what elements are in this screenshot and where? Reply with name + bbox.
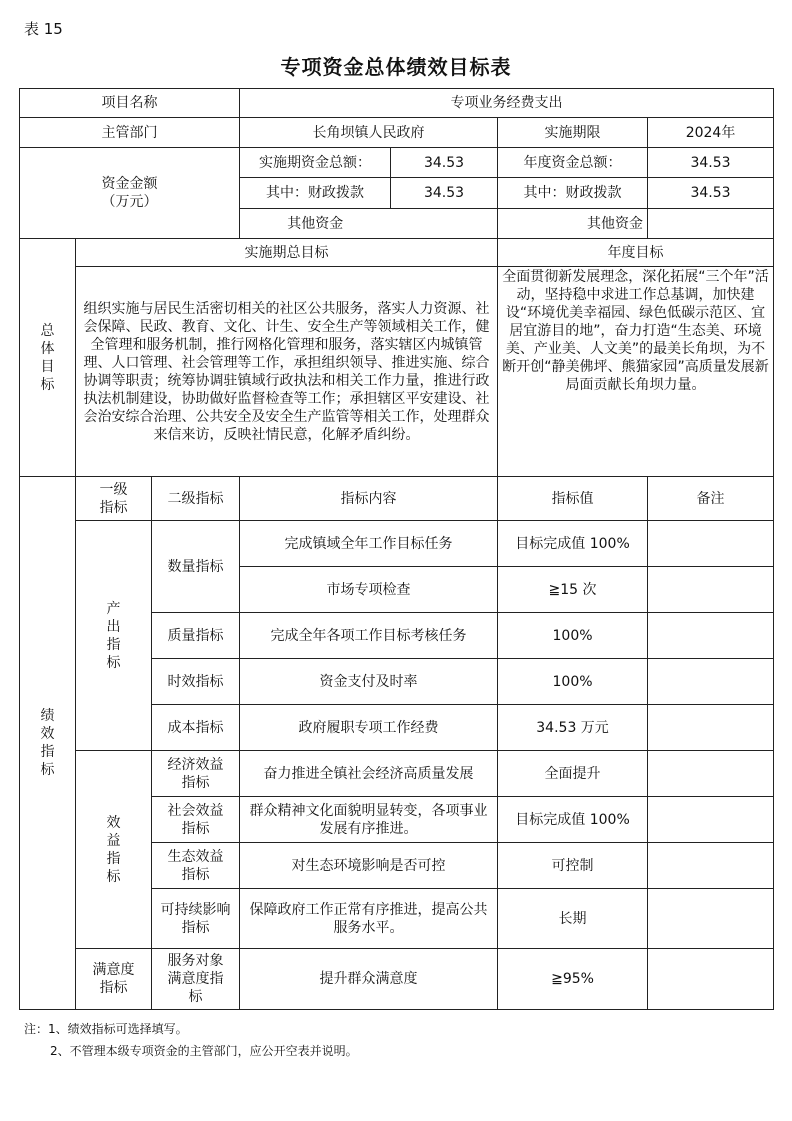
header-level1-line1: 一级 <box>99 481 128 498</box>
output-char: 出 <box>106 618 121 635</box>
annual-goal-header: 年度目标 <box>498 239 774 267</box>
quantity-row-value: ≧15 次 <box>498 567 648 613</box>
benefit-sub-label <box>152 843 240 889</box>
satisfaction-sub-line: 满意度指 <box>167 971 224 987</box>
benefit-sub-label-line: 指标 <box>181 866 210 883</box>
quantity-indicator-label: 数量指标 <box>152 521 240 613</box>
quantity-row-value: 目标完成值 100% <box>498 521 648 567</box>
benefit-sub-label-line: 经济效益 <box>167 756 224 773</box>
benefit-sub-label-line: 指标 <box>181 774 210 791</box>
annual-goal-text: 全面贯彻新发展理念，深化拓展“三个年”活动，坚持稳中求进工作总基调，加快建设“环境优美幸福园、绿色低碳示范区、宜居宜游目的地”，奋力打造“生态美、环境美、产业美、人文美”的最美长角坝，为不断开创“静美佛坪、熊猫家园”高质量发展新局面贡献长角坝力量。 <box>498 267 774 477</box>
benefit-sub-label-line: 指标 <box>181 820 210 837</box>
benefit-sub-label-line: 生态效益 <box>167 848 224 865</box>
project-name-label: 项目名称 <box>20 89 240 118</box>
quantity-row-remark <box>648 521 774 567</box>
benefit-char: 标 <box>106 868 121 885</box>
cost-indicator-label: 成本指标 <box>152 705 240 751</box>
performance-char: 绩 <box>40 708 55 724</box>
performance-target-table <box>19 88 774 1010</box>
overall-goal-char: 标 <box>40 376 55 393</box>
output-indicator-label <box>76 521 152 751</box>
quantity-row-content: 市场专项检查 <box>240 567 498 613</box>
funds-label-line1: 资金金额 <box>101 176 158 192</box>
department-label: 主管部门 <box>20 118 240 148</box>
benefit-remark <box>648 797 774 843</box>
overall-goal-char: 总 <box>40 322 55 339</box>
benefit-sub-label-line: 可持续影响 <box>160 901 231 918</box>
header-remark: 备注 <box>648 477 774 521</box>
output-char: 指 <box>106 636 121 653</box>
timeliness-content: 资金支付及时率 <box>240 659 498 705</box>
benefit-content: 群众精神文化面貌明显转变，各项事业发展有序推进。 <box>240 797 498 843</box>
timeliness-indicator-label: 时效指标 <box>152 659 240 705</box>
benefit-sub-label <box>152 751 240 797</box>
period-value: 2024年 <box>648 118 774 148</box>
funds-other-label: 其他资金 <box>240 209 391 239</box>
satisfaction-content: 提升群众满意度 <box>240 949 498 1010</box>
overall-goal-char: 目 <box>40 358 55 375</box>
cost-content: 政府履职专项工作经费 <box>240 705 498 751</box>
cost-remark <box>648 705 774 751</box>
benefit-char: 指 <box>106 850 121 867</box>
satisfaction-indicator-label <box>76 949 152 1010</box>
benefit-remark <box>648 843 774 889</box>
header-level1 <box>76 477 152 521</box>
cost-value: 34.53 万元 <box>498 705 648 751</box>
funds-annual-value: 34.53 <box>648 148 774 178</box>
output-char: 产 <box>106 600 121 617</box>
funds-annual-fiscal-value: 34.53 <box>648 178 774 209</box>
quality-indicator-label: 质量指标 <box>152 613 240 659</box>
funds-fiscal-value: 34.53 <box>391 178 498 209</box>
funds-annual-other-value <box>648 209 774 239</box>
satisfaction-remark <box>648 949 774 1010</box>
quantity-row-content: 完成镇域全年工作目标任务 <box>240 521 498 567</box>
satisfaction-sub-line: 标 <box>188 989 203 1005</box>
header-level1-line2: 指标 <box>99 499 128 516</box>
period-goal-text: 组织实施与居民生活密切相关的社区公共服务，落实人力资源、社会保障、民政、教育、文化、计生、安全生产等领域相关工作，健全管理和服务机制，推行网格化管理和服务，落实辖区内城镇管理、人口管理、社会管理等工作，承担组织领导、推进实施、综合协调等职责；统筹协调驻镇域行政执法和相关工作力量，推进行政执法机制建设，协助做好监督检查等工作；承担辖区平安建设、社会治安综合治理、公共安全及安全生产监管等相关工作，处理群众来信来访，反映社情民意，化解矛盾纠纷。 <box>76 267 498 477</box>
funds-total-value: 34.53 <box>391 148 498 178</box>
funds-annual-other-label: 其他资金 <box>498 209 648 239</box>
period-goal-header: 实施期总目标 <box>76 239 498 267</box>
period-label: 实施期限 <box>498 118 648 148</box>
benefit-content: 对生态环境影响是否可控 <box>240 843 498 889</box>
benefit-value: 长期 <box>498 889 648 949</box>
footnote-1: 注：1、绩效指标可选择填写。 <box>24 1022 188 1036</box>
benefit-indicator-label <box>76 751 152 949</box>
header-content: 指标内容 <box>240 477 498 521</box>
funds-fiscal-label: 其中：财政拨款 <box>240 178 391 209</box>
performance-label <box>20 477 76 1010</box>
satisfaction-label-line: 满意度 <box>92 962 135 978</box>
quality-value: 100% <box>498 613 648 659</box>
footnote-2: 2、不管理本级专项资金的主管部门，应公开空表并说明。 <box>50 1044 358 1058</box>
timeliness-remark <box>648 659 774 705</box>
benefit-char: 效 <box>106 814 121 831</box>
project-name-value: 专项业务经费支出 <box>240 89 774 118</box>
benefit-sub-label-line: 社会效益 <box>167 802 224 819</box>
funds-other-value <box>391 209 498 239</box>
benefit-char: 益 <box>106 832 121 849</box>
benefit-remark <box>648 751 774 797</box>
table-number: 表 15 <box>24 20 63 38</box>
satisfaction-value: ≧95% <box>498 949 648 1010</box>
quantity-row-remark <box>648 567 774 613</box>
benefit-sub-label <box>152 797 240 843</box>
quality-content: 完成全年各项工作目标考核任务 <box>240 613 498 659</box>
satisfaction-sub-line: 服务对象 <box>167 953 224 969</box>
timeliness-value: 100% <box>498 659 648 705</box>
benefit-remark <box>648 889 774 949</box>
funds-annual-label: 年度资金总额： <box>498 148 648 178</box>
funds-label-line2: （万元） <box>101 194 158 210</box>
benefit-value: 可控制 <box>498 843 648 889</box>
funds-total-label: 实施期资金总额： <box>240 148 391 178</box>
department-value: 长角坝镇人民政府 <box>240 118 498 148</box>
header-level2: 二级指标 <box>152 477 240 521</box>
quality-remark <box>648 613 774 659</box>
performance-char: 指 <box>40 744 55 760</box>
benefit-sub-label-line: 指标 <box>181 919 210 936</box>
satisfaction-sub-label <box>152 949 240 1010</box>
funds-label <box>20 148 240 239</box>
benefit-content: 奋力推进全镇社会经济高质量发展 <box>240 751 498 797</box>
benefit-sub-label <box>152 889 240 949</box>
header-value: 指标值 <box>498 477 648 521</box>
benefit-value: 目标完成值 100% <box>498 797 648 843</box>
output-char: 标 <box>106 654 121 671</box>
benefit-value: 全面提升 <box>498 751 648 797</box>
benefit-content: 保障政府工作正常有序推进，提高公共服务水平。 <box>240 889 498 949</box>
performance-char: 效 <box>40 726 55 742</box>
funds-annual-fiscal-label: 其中：财政拨款 <box>498 178 648 209</box>
footnotes <box>24 1018 358 1062</box>
overall-goal-label <box>20 239 76 477</box>
performance-char: 标 <box>40 762 55 778</box>
overall-goal-char: 体 <box>40 340 55 357</box>
satisfaction-label-line: 指标 <box>99 980 128 996</box>
page-title: 专项资金总体绩效目标表 <box>280 55 512 79</box>
